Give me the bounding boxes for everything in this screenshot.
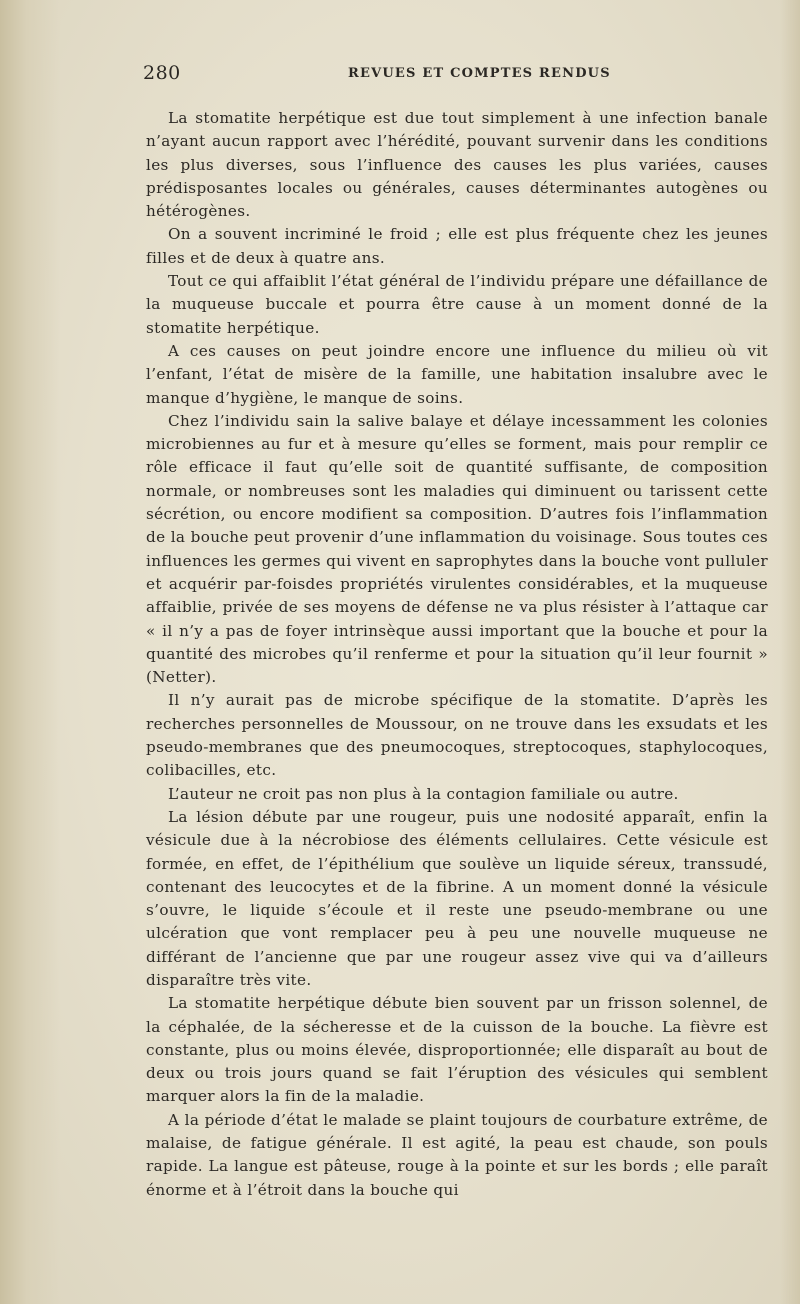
paragraph: La lésion débute par une rougeur, puis une nodosité apparaît, enfin la vésicule due à la nécrobiose des éléments cellulaires. Cette vésicule est formée, en effet, de l’épithélium que soulève un liquide séreux, transsudé, contenant des leucocytes et de la fibrine. A un moment donné la vésicule s’ouvre, le liquide s’écoule et il reste une pseudo-membrane ou une ulcération que vont remplacer peu à peu une nouvelle muqueuse ne différant de l’ancienne que par une rougeur assez vive qui va d’ailleurs disparaître très vite.	[146, 807, 768, 989]
body-text	[146, 107, 768, 1202]
page-shadow-right	[780, 0, 800, 1304]
paragraph: On a souvent incriminé le froid ; elle est plus fréquente chez les jeunes filles et de deux à quatre ans.	[146, 225, 768, 267]
running-head: REVUES ET COMPTES RENDUS	[348, 66, 611, 81]
paragraph: A la période d’état le malade se plaint toujours de courbature extrême, de malaise, de fatigue générale. Il est agité, la peau est chaude, son pouls rapide. La langue est pâteuse, rouge à la pointe et sur les bords ; elle paraît énorme et à l’étroit dans la bouche qui	[146, 1110, 768, 1199]
paragraph: A ces causes on peut joindre encore une influence du milieu où vit l’enfant, l’état de misère de la famille, une habitation insalubre avec le manque d’hygiène, le manque de soins.	[146, 341, 768, 407]
page-shadow-left	[0, 0, 60, 1304]
page-header	[143, 62, 768, 90]
paragraph: Chez l’individu sain la salive balaye et délaye incessamment les colonies microbiennes au fur et à mesure qu’elles se forment, mais pour remplir ce rôle efficace il faut qu’elle soit de quantité suffisante, de composition normale, or nombreuses sont les maladies qui diminuent ou tarissent cette sécrétion, ou encore modifient sa composition. D’autres fois l’inflammation de la bouche peut provenir d’une inflammation du voisinage. Sous toutes ces influences les germes qui vivent en saprophytes dans la bouche vont pulluler et acquérir par-foisdes propriétés virulentes considérables, et la muqueuse affaiblie, privée de ses moyens de défense ne va plus résister à l’attaque car « il n’y a pas de foyer intrinsèque aussi important que la bouche et pour la quantité des microbes qu’il renferme et pour la situation qu’il leur fournit » (Netter).	[146, 411, 768, 687]
paragraph: La stomatite herpétique débute bien souvent par un frisson solennel, de la céphalée, de la sécheresse et de la cuisson de la bouche. La fièvre est constante, plus ou moins élevée, disproportionnée; elle disparaît au bout de deux ou trois jours quand se fait l’éruption des vésicules qui semblent marquer alors la fin de la maladie.	[146, 994, 768, 1106]
page-number: 280	[143, 62, 181, 84]
paragraph: La stomatite herpétique est due tout simplement à une infection banale n’ayant aucun rapport avec l’hérédité, pouvant survenir dans les conditions les plus diverses, sous l’influence des causes les plus variées, causes prédisposantes locales ou générales, causes déterminantes autogènes ou hétérogènes.	[146, 109, 768, 221]
paragraph: Il n’y aurait pas de microbe spécifique de la stomatite. D’après les recherches personnelles de Moussour, on ne trouve dans les exsudats et les pseudo-membranes que des pneumocoques, streptocoques, staphylocoques, colibacilles, etc.	[146, 691, 768, 780]
paragraph: L’auteur ne croit pas non plus à la contagion familiale ou autre.	[168, 784, 679, 803]
paragraph: Tout ce qui affaiblit l’état général de l’individu prépare une défaillance de la muqueuse buccale et pourra être cause à un moment donné de la stomatite herpétique.	[146, 272, 768, 337]
